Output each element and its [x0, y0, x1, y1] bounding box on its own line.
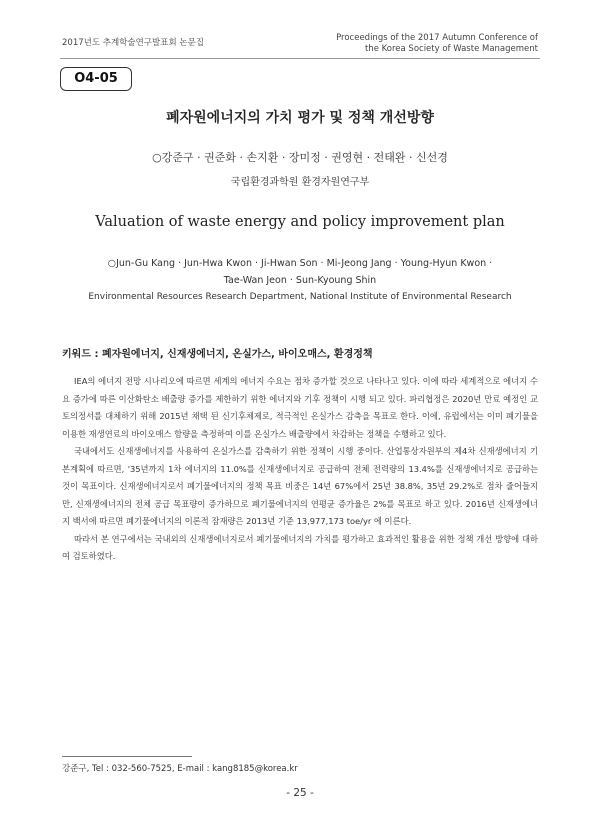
title-korean: 폐자원에너지의 가치 평가 및 정책 개선방향 [166, 110, 434, 126]
authors-korean: ○강준구 · 권준화 · 손지환 · 장미정 · 권영현 · 전태완 · 신선경 [152, 151, 448, 164]
footnote-contact: 강준구, Tel : 032-560-7525, E-mail : kang8185@korea.kr [62, 764, 298, 774]
paragraph: 국내에서도 신재생에너지를 사용하여 온실가스를 감축하기 위한 정책이 시행 중이다. 산업통상자원부의 제4차 신재생에너지 기본계획에 따르면, '35년까지 1차 에너지의 11.0%를 신재생에너지로 공급하여 전체 전력량의 13.4%를 신재생에너지로 공급하는 것이 목표이다. 신재생에너지로서 폐기물에너지의 정책 목표 비중은 14년 67%에서 25년 38.8%, 35년 29.2%로 점차 줄어들지만, 신재생에너지의 전체 공급 목표량이 증가하므로 폐기물에너지의 연평균 증가율은 2%를 목표로 하고 있다. 2016년 신재생에너지 백서에 따르면 폐기물에너지의 이론적 잠재량은 2013년 기준 13,977,173 toe/yr 에 이른다. [62, 446, 538, 526]
authors-english-line2: Tae-Wan Jeon · Sun-Kyoung Shin [223, 275, 377, 286]
keywords: 키워드 : 폐자원에너지, 신재생에너지, 온실가스, 바이오매스, 환경정책 [62, 349, 373, 360]
header-divider [60, 58, 540, 59]
running-header-right-line2: the Korea Society of Waste Management [364, 44, 538, 54]
running-header-right [336, 33, 538, 55]
footnote-divider [62, 756, 192, 757]
affiliation-korean: 국립환경과학원 환경자원연구부 [230, 177, 370, 188]
abstract-body [62, 373, 538, 566]
authors-english-line1: ○Jun-Gu Kang · Jun-Hwa Kwon · Ji-Hwan Son · Mi-Jeong Jang · Young-Hyun Kwon · [107, 258, 493, 269]
paper-code-badge: O4-05 [60, 67, 132, 91]
page-number: - 25 - [286, 787, 314, 799]
paragraph: 따라서 본 연구에서는 국내외의 신재생에너지로서 폐기물에너지의 가치를 평가하고 효과적인 활용을 위한 정책 개선 방향에 대하여 검토하였다. [62, 533, 538, 561]
title-english: Valuation of waste energy and policy improvement plan [95, 214, 505, 230]
paragraph: IEA의 에너지 전망 시나리오에 따르면 세계의 에너지 수요는 점차 증가할 것으로 나타나고 있다. 이에 따라 세계적으로 에너지 수요 증가에 따른 이산화탄소 배출량 증가를 제한하기 위한 에너지와 기후 정책이 시행 되고 있다. 파리협정은 2020년 만료 예정인 교토의정서를 대체하기 위해 2015년 채택 된 신기후체제로, 적극적인 온실가스 감축을 목표로 한다. 이에, 유럽에서는 이미 폐기물을 이용한 재생연료의 바이오매스 함량을 측정하여 이를 온실가스 배출량에서 차감하는 정책을 수행하고 있다. [62, 376, 538, 439]
running-header-right-line1: Proceedings of the 2017 Autumn Conference of [336, 33, 538, 43]
authors-english [0, 255, 600, 289]
running-header-left: 2017년도 추계학술연구발표회 논문집 [62, 38, 204, 48]
affiliation-english: Environmental Resources Research Department, National Institute of Environmental Research [88, 292, 512, 302]
